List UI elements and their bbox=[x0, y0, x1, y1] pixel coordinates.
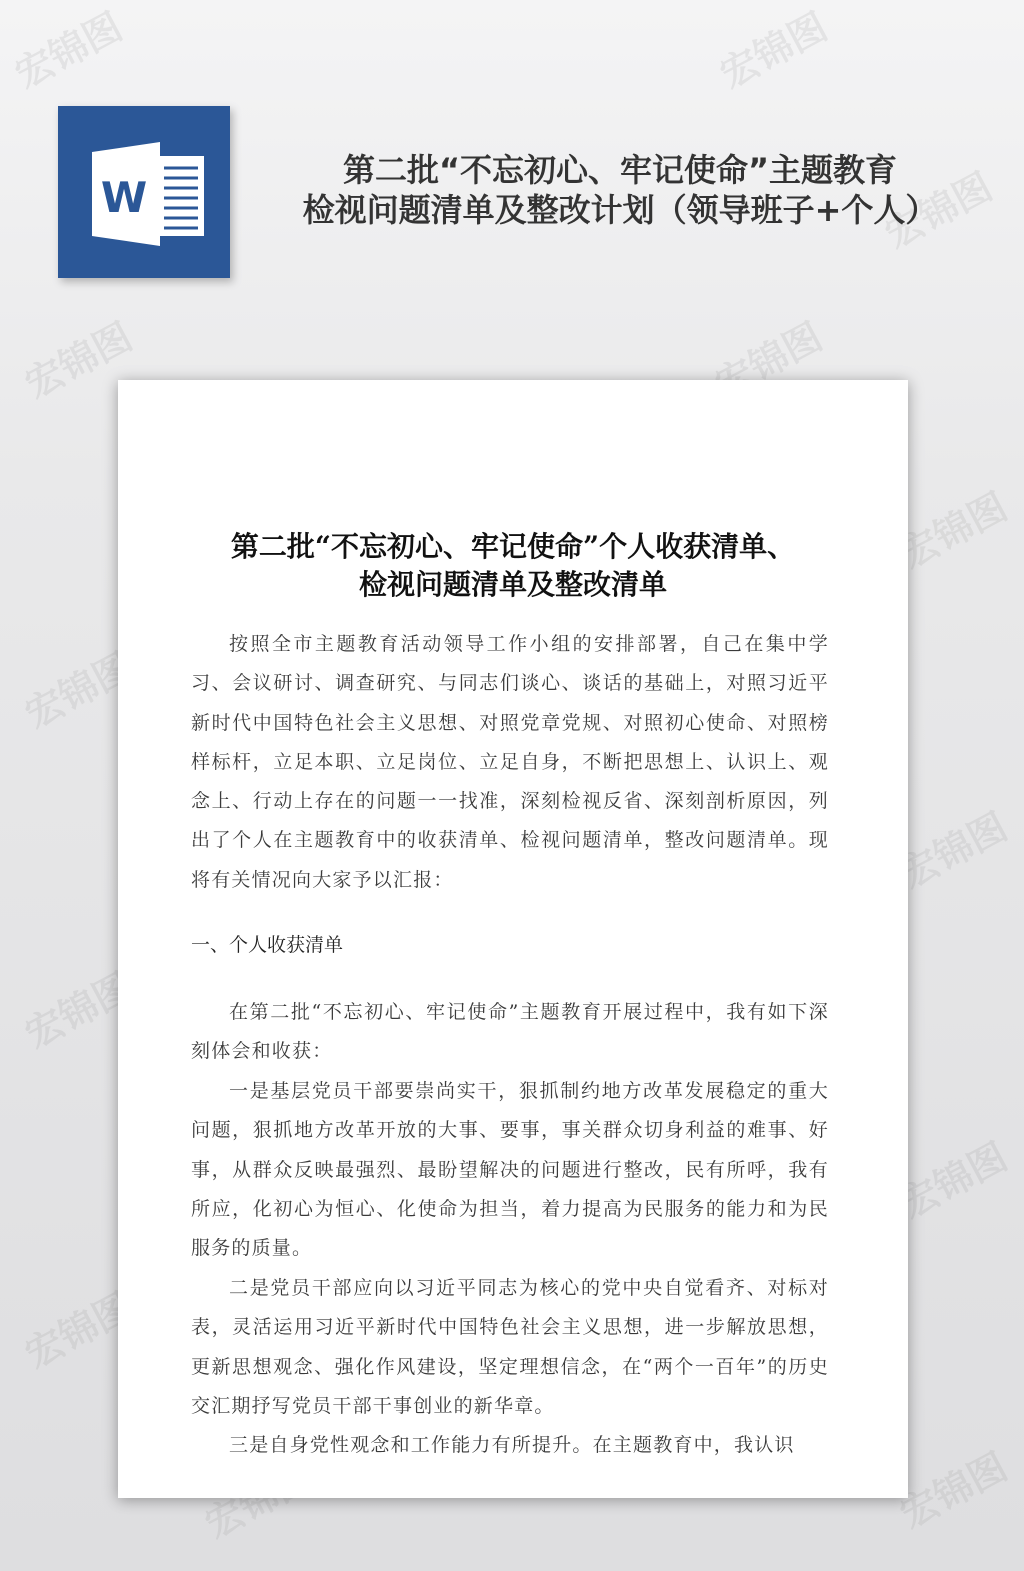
header-title-line2: 检视问题清单及整改计划（领导班子+个人） bbox=[302, 191, 938, 229]
document-page bbox=[118, 380, 908, 1498]
watermark: 宏锦图 bbox=[892, 1134, 1015, 1227]
watermark: 宏锦图 bbox=[17, 964, 140, 1057]
watermark: 宏锦图 bbox=[707, 314, 830, 407]
document-title-line2: 检视问题清单及整改清单 bbox=[358, 568, 667, 601]
watermark: 宏锦图 bbox=[892, 1444, 1015, 1537]
watermark: 宏锦图 bbox=[17, 644, 140, 737]
watermark: 宏锦图 bbox=[17, 314, 140, 407]
document-title bbox=[118, 528, 908, 604]
intro-paragraph: 按照全市主题教育活动领导工作小组的安排部署，自己在集中学习、会议研讨、调查研究、与同志们谈心、谈话的基础上，对照习近平新时代中国特色社会主义思想、对照党章党规、对照初心使命、对照榜样标杆，立足本职、立足岗位、立足自身，不断把思想上、认识上、观念上、行动上存在的问题一一找准，深刻检视反省、深刻剖析原因，列出了个人在主题教育中的收获清单、检视问题清单，整改问题清单。现将有关情况向大家予以汇报： bbox=[191, 633, 829, 891]
watermark: 宏锦图 bbox=[892, 804, 1015, 897]
word-document-icon bbox=[58, 106, 230, 278]
word-letter: W bbox=[100, 173, 148, 222]
header-title-line1: 第二批“不忘初心、牢记使命”主题教育 bbox=[342, 151, 898, 189]
header-title bbox=[240, 150, 1000, 230]
document-title-line1: 第二批“不忘初心、牢记使命”个人收获清单、 bbox=[230, 530, 796, 563]
body-paragraph: 二是党员干部应向以习近平同志为核心的党中央自觉看齐、对标对表，灵活运用习近平新时代中国特色社会主义思想，进一步解放思想，更新思想观念、强化作风建设，坚定理想信念，在“两个一百年”的历史交汇期抒写党员干部干事创业的新华章。 bbox=[191, 1277, 829, 1417]
body-paragraph: 在第二批“不忘初心、牢记使命”主题教育开展过程中，我有如下深刻体会和收获： bbox=[191, 1001, 829, 1063]
watermark: 宏锦图 bbox=[892, 484, 1015, 577]
body-paragraph: 三是自身党性观念和工作能力有所提升。在主题教育中，我认识 bbox=[229, 1434, 795, 1456]
watermark: 宏锦图 bbox=[877, 164, 1000, 257]
watermark: 宏锦图 bbox=[7, 4, 130, 97]
body-paragraph: 一是基层党员干部要崇尚实干，狠抓制约地方改革发展稳定的重大问题，狠抓地方改革开放的大事、要事，事关群众切身利益的难事、好事，从群众反映最强烈、最盼望解决的问题进行整改，民有所呼，我有所应，化初心为恒心、化使命为担当，着力提高为民服务的能力和为民服务的质量。 bbox=[191, 1080, 829, 1260]
watermark: 宏锦图 bbox=[197, 1454, 320, 1547]
section-heading: 一、个人收获清单 bbox=[191, 934, 344, 956]
watermark: 宏锦图 bbox=[17, 1284, 140, 1377]
watermark: 宏锦图 bbox=[712, 4, 835, 97]
